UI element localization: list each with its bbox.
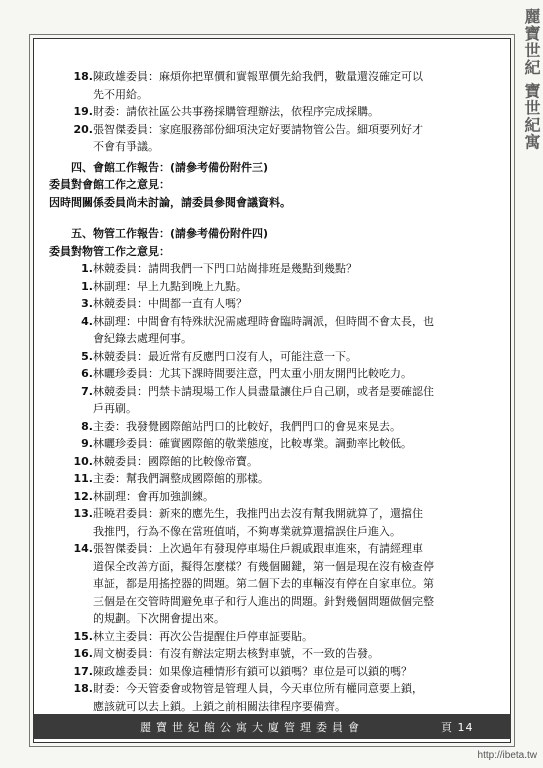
- item-number: 15.: [73, 629, 93, 643]
- list-item: [49, 540, 489, 558]
- item-number: 6.: [81, 367, 93, 380]
- item-text: 林競委員：最近常有反應門口沒有人，可能注意一下。: [93, 349, 357, 363]
- item-number: 18.: [73, 682, 93, 695]
- item-text: 道保全改善方面，擬得怎麼樣？有幾個關鍵，第一個是現在沒有檢查停: [93, 559, 434, 573]
- item-continuation: [49, 575, 489, 593]
- item-text: 張智傑委員：上次過年有發現停車場住戶親戚跟車進來，有請經理車: [93, 542, 423, 555]
- item-text: 應該就可以去上鎖。上鎖之前相關法律程序要備齊。: [93, 699, 346, 713]
- section-heading: [49, 225, 489, 243]
- footer-title: 麗寶世紀館公寓大廈管理委員會: [140, 720, 364, 734]
- item-number: 7.: [81, 384, 93, 398]
- item-number: 1.: [81, 279, 93, 293]
- item-text: 林副理：中間會有特殊狀況需處理時會臨時調派，但時間不會太長，也: [93, 314, 434, 328]
- list-item: [49, 628, 489, 646]
- item-number: 20.: [73, 122, 93, 136]
- item-number: 12.: [73, 489, 93, 503]
- item-text: 林曬珍委員：尤其下課時間要注意，門太重小朋友開門比較吃力。: [93, 367, 412, 380]
- item-text: 會紀錄去處理何事。: [93, 332, 192, 345]
- item-text: 的規劃。下次開會提出來。: [93, 612, 225, 625]
- item-text: 車証，都是用搖控器的問題。第二個下去的車輛沒有停在自家車位。第: [93, 577, 434, 590]
- item-text: 不會有爭議。: [93, 140, 159, 153]
- comment-heading: [49, 243, 489, 261]
- item-text: 林競委員：請問我們一下門口站崗排班是幾點到幾點？: [93, 262, 357, 275]
- comment-heading: [49, 176, 489, 194]
- item-continuation: [49, 330, 489, 348]
- item-text: 我推門，行為不像在當班值哨，不夠專業就算還擋誤住戶進入。: [93, 524, 401, 538]
- comment-heading-text: 委員對會館工作之意見：: [49, 178, 170, 191]
- list-item: [49, 103, 489, 121]
- item-text: 張智傑委員：家庭服務部份細項決定好要請物管公告。細項要列好才: [93, 122, 423, 136]
- list-item: [49, 680, 489, 698]
- item-number: 3.: [81, 297, 93, 310]
- side-stamp-text: 麗寶世紀 寶世紀寓: [522, 8, 541, 151]
- item-continuation: [49, 400, 489, 418]
- comment-heading: [49, 194, 489, 212]
- item-text: 林副理：早上九點到晚上九點。: [93, 279, 247, 293]
- list-item: [49, 645, 489, 663]
- list-item: [49, 121, 489, 139]
- item-number: 5.: [81, 349, 93, 363]
- item-text: 先不用給。: [93, 87, 148, 101]
- item-number: 18.: [73, 70, 93, 83]
- item-text: 林曬珍委員：確實國際館的敬業態度，比較專業。調動率比較低。: [93, 437, 412, 450]
- item-number: 10.: [73, 454, 93, 468]
- section-heading-text: 五、物管工作報告：(請參考備份附件四): [71, 227, 269, 240]
- list-item: [49, 348, 489, 366]
- item-continuation: [49, 593, 489, 611]
- item-number: 17.: [73, 664, 93, 678]
- item-text: 主委：我發覺國際館站門口的比較好，我們門口的會晃來晃去。: [93, 419, 401, 433]
- section-heading-text: 四、會館工作報告：(請參考備份附件三): [71, 160, 269, 174]
- section-heading: [49, 159, 489, 177]
- item-number: 4.: [81, 314, 93, 328]
- item-continuation: [49, 523, 489, 541]
- item-continuation: [49, 138, 489, 156]
- list-item: [49, 470, 489, 488]
- item-number: 19.: [73, 105, 93, 118]
- item-continuation: [49, 610, 489, 628]
- item-text: 林競委員：中間都一直有人嗎？: [93, 297, 247, 310]
- item-number: 1.: [81, 262, 93, 275]
- item-text: 林立主委員：再次公告提醒住戶停車証要貼。: [93, 629, 313, 643]
- item-text: 林競委員：國際館的比較像帝寶。: [93, 454, 258, 468]
- item-continuation: [49, 698, 489, 716]
- item-text: 莊曉君委員：新來的應先生，我推門出去沒有幫我開就算了，還擋住: [93, 507, 423, 520]
- list-item: [49, 313, 489, 331]
- item-continuation: [49, 86, 489, 104]
- list-item: [49, 435, 489, 453]
- item-number: 13.: [73, 507, 93, 520]
- list-item: [49, 505, 489, 523]
- item-text: 財委：請依社區公共事務採購管理辦法，依程序完成採購。: [93, 105, 379, 118]
- spacer: [49, 211, 489, 222]
- list-item: [49, 278, 489, 296]
- item-text: 陳政雄委員：麻煩你把單價和實報單價先給我們，數量還沒確定可以: [93, 70, 423, 83]
- list-item: [49, 68, 489, 86]
- page-number: 頁 14: [441, 720, 474, 734]
- comment-heading-text: 因時間關係委員尚未討論，請委員參閱會議資料。: [49, 195, 291, 209]
- footer-bar: [33, 714, 511, 739]
- list-item: [49, 453, 489, 471]
- item-text: 三個是在交管時間避免車子和行人進出的問題。針對幾個問題做個完整: [93, 594, 434, 608]
- document-body: [49, 68, 489, 715]
- item-continuation: [49, 558, 489, 576]
- list-item: [49, 365, 489, 383]
- item-number: 8.: [81, 419, 93, 433]
- item-text: 主委：幫我們調整成國際館的那樣。: [93, 472, 269, 485]
- list-item: [49, 488, 489, 506]
- item-text: 財委：今天管委會或物管是管理人員，今天車位所有權同意要上鎖，: [93, 682, 423, 695]
- item-text: 陳政雄委員：如果像這種情形有鎖可以鎖嗎？車位是可以鎖的嗎？: [93, 664, 412, 678]
- item-text: 林副理：會再加強訓練。: [93, 489, 214, 503]
- comment-heading-text: 委員對物管工作之意見：: [49, 244, 170, 258]
- list-item: [49, 295, 489, 313]
- list-item: [49, 663, 489, 681]
- item-number: 9.: [81, 437, 93, 450]
- list-item: [49, 260, 489, 278]
- item-number: 11.: [73, 472, 93, 485]
- item-text: 周文樹委員：有沒有辦法定期去核對車號，不一致的告發。: [93, 647, 379, 660]
- item-number: 14.: [73, 542, 93, 555]
- list-item: [49, 418, 489, 436]
- watermark-url: http://ibeta.tw: [477, 750, 537, 761]
- item-number: 16.: [73, 647, 93, 660]
- item-text: 戶再刷。: [93, 402, 137, 415]
- item-text: 林競委員：門禁卡請現場工作人員盡量讓住戶自己刷，或者是要確認住: [93, 384, 434, 398]
- list-item: [49, 383, 489, 401]
